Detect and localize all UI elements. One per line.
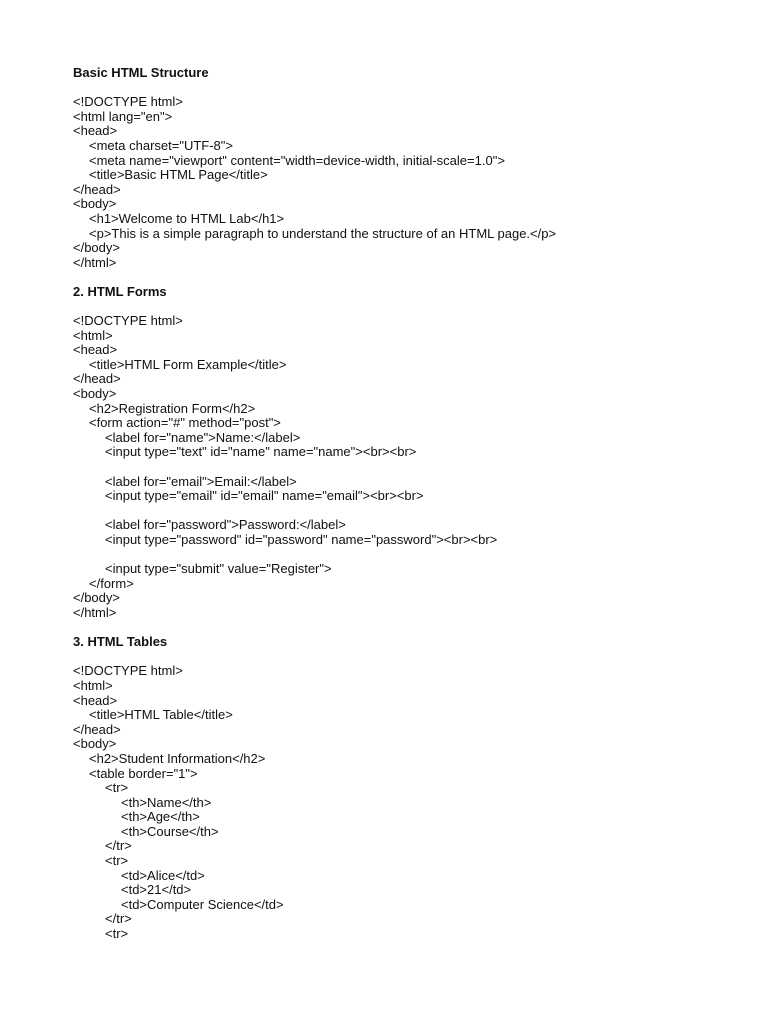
code-line: <th>Age</th> <box>121 809 200 825</box>
code-block <box>73 95 753 270</box>
code-line: <label for="name">Name:</label> <box>105 429 301 445</box>
code-line: <tr> <box>105 853 129 869</box>
code-line: <meta name="viewport" content="width=device-width, initial-scale=1.0"> <box>89 152 505 168</box>
code-block <box>73 664 753 941</box>
code-line: </head> <box>73 721 121 737</box>
code-line: <head> <box>73 342 118 358</box>
code-line: <table border="1"> <box>89 765 198 781</box>
code-line: </html> <box>73 604 117 620</box>
code-line: <html lang="en"> <box>73 108 173 124</box>
code-line: </html> <box>73 254 117 270</box>
code-line: <body> <box>73 736 117 752</box>
code-line: <html> <box>73 327 113 343</box>
code-line: <th>Course</th> <box>121 823 219 839</box>
code-line: <input type="submit" value="Register"> <box>105 561 332 577</box>
code-line: <label for="password">Password:</label> <box>105 517 346 533</box>
code-line: <form action="#" method="post"> <box>89 415 281 431</box>
code-line: <h2>Student Information</h2> <box>89 750 266 766</box>
code-line: </form> <box>89 575 134 591</box>
code-line: </head> <box>73 371 121 387</box>
code-line: <title>HTML Form Example</title> <box>89 356 287 372</box>
code-line-blank <box>73 548 753 563</box>
code-line: </tr> <box>105 838 132 854</box>
code-line: <input type="text" id="name" name="name"><br><br> <box>105 444 417 460</box>
code-line: <h2>Registration Form</h2> <box>89 400 256 416</box>
code-line: <!DOCTYPE html> <box>73 663 183 679</box>
section-html-forms <box>73 285 753 621</box>
code-line: <html> <box>73 677 113 693</box>
code-line: <label for="email">Email:</label> <box>105 473 297 489</box>
section-title: Basic HTML Structure <box>73 65 209 80</box>
section-title: 3. HTML Tables <box>73 634 168 650</box>
section-title: 2. HTML Forms <box>73 283 167 299</box>
code-line: <!DOCTYPE html> <box>73 94 183 110</box>
code-line: <td>21</td> <box>121 882 192 898</box>
code-line-blank <box>73 504 753 519</box>
section-basic-html-structure <box>73 66 753 270</box>
code-line: <input type="email" id="email" name="email"><br><br> <box>105 488 424 504</box>
code-line: <head> <box>73 692 118 708</box>
code-line: <title>Basic HTML Page</title> <box>89 167 268 183</box>
code-line: <th>Name</th> <box>121 794 212 810</box>
code-line: <td>Alice</td> <box>121 867 205 883</box>
code-line: </head> <box>73 181 121 197</box>
code-line: <input type="password" id="password" name="password"><br><br> <box>105 532 498 547</box>
code-line: <p>This is a simple paragraph to understand the structure of an HTML page.</p> <box>89 225 557 241</box>
code-line: <body> <box>73 196 117 212</box>
code-line: <tr> <box>105 926 129 942</box>
code-line-blank <box>73 460 753 475</box>
code-block <box>73 314 753 620</box>
code-line: <!DOCTYPE html> <box>73 313 183 329</box>
code-line: </body> <box>73 590 120 606</box>
code-line: <title>HTML Table</title> <box>89 707 233 723</box>
code-line: <td>Computer Science</td> <box>121 896 284 912</box>
document-page <box>73 66 753 956</box>
section-html-tables <box>73 635 753 941</box>
code-line: <meta charset="UTF-8"> <box>89 137 233 153</box>
code-line: <head> <box>73 123 118 139</box>
code-line: <tr> <box>105 780 129 796</box>
code-line: <h1>Welcome to HTML Lab</h1> <box>89 210 285 226</box>
code-line: <body> <box>73 386 117 402</box>
code-line: </body> <box>73 240 120 256</box>
code-line: </tr> <box>105 911 132 927</box>
